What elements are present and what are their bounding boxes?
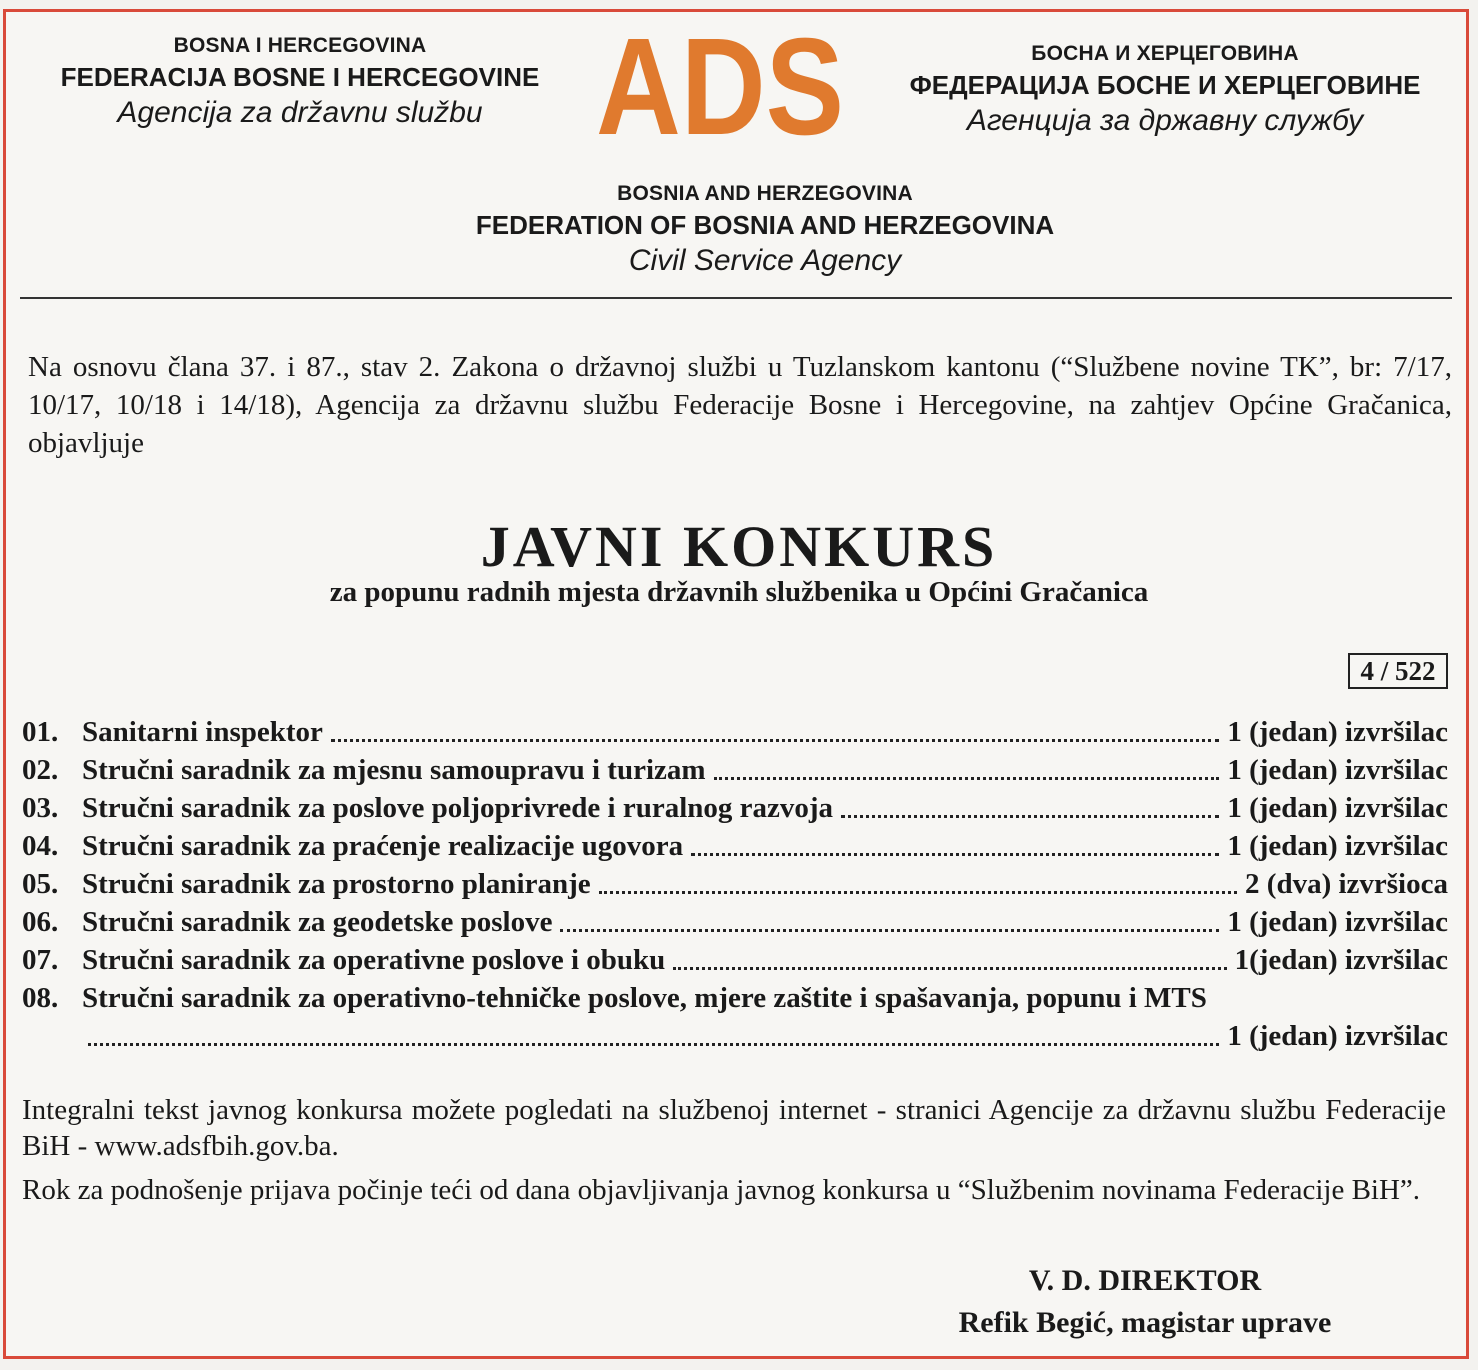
header-left-federation: FEDERACIJA BOSNE I HERCEGOVINE (60, 62, 540, 92)
position-count: 1 (jedan) izvršilac (1227, 754, 1448, 786)
position-item (22, 713, 1448, 751)
intro-paragraph: Na osnovu člana 37. i 87., stav 2. Zakona o državnoj službi u Tuzlanskom kantonu (“Službene novine TK”, br: 7/17, 10/17, 10/18 i 14/18), Agencija za državnu službu Federacije Bosne i Hercegovine, na zahtjev Općine Gračanica, objavljuje (28, 351, 1452, 459)
header-center (380, 180, 1150, 280)
position-name: Sanitarni inspektor (82, 716, 323, 748)
position-name: Stručni saradnik za prostorno planiranje (82, 868, 591, 900)
position-name: Stručni saradnik za mjesnu samoupravu i turizam (82, 754, 706, 786)
notice-title: JAVNI KONKURS (480, 514, 998, 579)
header-center-country: BOSNIA AND HERZEGOVINA (617, 182, 913, 205)
position-number: 03. (22, 792, 59, 824)
position-item (22, 827, 1448, 865)
position-item (22, 865, 1448, 903)
ads-logo (590, 10, 850, 164)
footer-paragraph-deadline: Rok za podnošenje prijava počinje teći od dana objavljivanja javnog konkursa u “Službenim novinama Federacije BiH”. (22, 1174, 1421, 1206)
position-count: 1 (jedan) izvršilac (1227, 716, 1448, 748)
header-divider (20, 297, 1452, 299)
position-count: 1 (jedan) izvršilac (1227, 906, 1448, 938)
position-name: Stručni saradnik za poslove poljoprivrede i ruralnog razvoja (82, 792, 834, 824)
position-number: 01. (22, 716, 59, 748)
header-right-agency: Агенција за државну службу (966, 104, 1364, 137)
footer-text (22, 1092, 1446, 1216)
position-name: Stručni saradnik za praćenje realizacije ugovora (82, 830, 684, 862)
header-right (870, 40, 1460, 140)
position-number: 02. (22, 754, 59, 786)
header-right-country: БОСНА И ХЕРЦЕГОВИНА (1031, 42, 1299, 65)
leader-dots (560, 929, 1219, 932)
leader-dots (691, 853, 1219, 856)
position-number: 07. (22, 944, 59, 976)
position-count: 1 (jedan) izvršilac (1227, 830, 1448, 862)
position-item (22, 903, 1448, 941)
position-number: 05. (22, 868, 59, 900)
footer-paragraph-website: Integralni tekst javnog konkursa možete pogledati na službenoj internet - stranici Agencije za državnu službu Federacije BiH - www.adsfbih.gov.ba. (22, 1094, 1446, 1162)
position-name: Stručni saradnik za operativne poslove i obuku (82, 944, 666, 976)
position-count: 1 (jedan) izvršilac (1227, 792, 1448, 824)
header-center-agency: Civil Service Agency (628, 244, 902, 277)
signature-title: V. D. DIREKTOR (1028, 1264, 1262, 1297)
position-item-continuation (22, 1017, 1448, 1055)
signature-name: Refik Begić, magistar uprave (958, 1306, 1332, 1339)
header-left-agency: Agencija za državnu službu (117, 96, 483, 129)
position-name: Stručni saradnik za operativno-tehničke poslove, mjere zaštite i spašavanja, popunu i MTS (82, 982, 1207, 1014)
notice-subtitle: za popunu radnih mjesta državnih službenika u Općini Gračanica (329, 576, 1149, 608)
leader-dots (599, 891, 1237, 894)
leader-dots (673, 967, 1226, 970)
position-item (22, 941, 1448, 979)
header-right-federation: ФЕДЕРАЦИЈА БОСНЕ И ХЕРЦЕГОВИНЕ (909, 70, 1421, 100)
position-name: Stručni saradnik za geodetske poslove (82, 906, 553, 938)
leader-dots (88, 1043, 1219, 1046)
notice-code-box: 4 / 522 (1348, 653, 1448, 689)
leader-dots (841, 815, 1219, 818)
position-count: 1 (jedan) izvršilac (1227, 1020, 1448, 1052)
positions-list (22, 713, 1448, 1055)
header-center-federation: FEDERATION OF BOSNIA AND HERZEGOVINA (475, 210, 1055, 240)
leader-dots (331, 739, 1219, 742)
header-left (20, 32, 580, 132)
position-number: 04. (22, 830, 59, 862)
position-number: 06. (22, 906, 59, 938)
position-count: 1(jedan) izvršilac (1234, 944, 1448, 976)
position-item (22, 789, 1448, 827)
signature-block (900, 1260, 1390, 1344)
header-left-country: BOSNA I HERCEGOVINA (173, 34, 427, 57)
position-item (22, 979, 1448, 1017)
position-number: 08. (22, 982, 59, 1014)
leader-dots (714, 777, 1220, 780)
position-item (22, 751, 1448, 789)
svg-text:ADS: ADS (596, 10, 844, 164)
position-count: 2 (dva) izvršioca (1245, 868, 1448, 900)
